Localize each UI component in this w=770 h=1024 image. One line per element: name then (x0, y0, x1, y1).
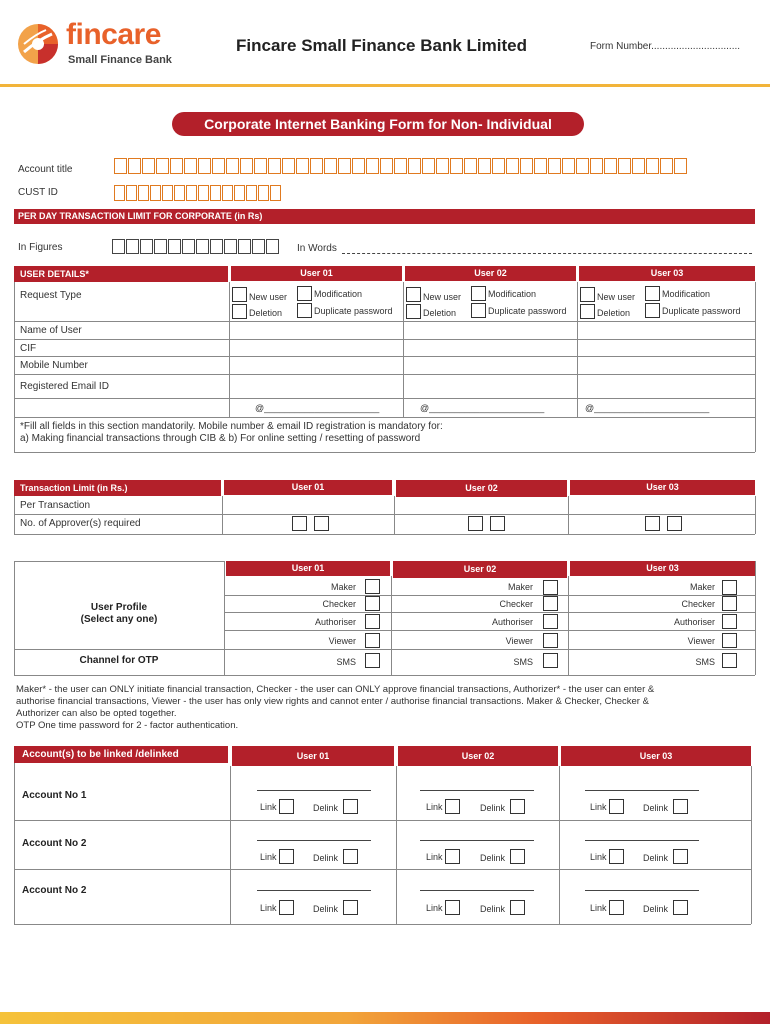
u3-modification-label: Modification (662, 289, 711, 299)
u1-acct2-link-checkbox[interactable] (279, 849, 294, 864)
u3-approver-box-1[interactable] (645, 516, 660, 531)
u3-checker-label: Checker (681, 599, 715, 609)
u1-acct3-link-checkbox[interactable] (279, 900, 294, 915)
u3-email-field[interactable]: @_______________________ (585, 403, 710, 413)
al-user-01-head: User 01 (232, 746, 394, 766)
char-box[interactable] (324, 158, 337, 174)
u2-duplicate-password-checkbox[interactable] (471, 303, 486, 318)
u1-checker-checkbox[interactable] (365, 596, 380, 611)
registered-email-label: Registered Email ID (20, 381, 109, 392)
up-user-03-head: User 03 (570, 561, 755, 576)
char-box[interactable] (534, 158, 547, 174)
ud-user-01-head: User 01 (231, 266, 402, 281)
u3-maker-label: Maker (689, 582, 715, 592)
u2-duplicate-password-label: Duplicate password (488, 306, 567, 316)
u1-modification-label: Modification (314, 289, 363, 299)
char-box[interactable] (268, 158, 281, 174)
char-box[interactable] (156, 158, 169, 174)
u2-authoriser-label: Authoriser (491, 617, 533, 627)
ud-user-03-head: User 03 (579, 266, 755, 281)
u3-acct3-delink-checkbox[interactable] (673, 900, 688, 915)
u1-new-user-label: New user (249, 292, 288, 302)
char-box[interactable] (464, 158, 477, 174)
al-user-03-head: User 03 (561, 746, 751, 766)
u3-approver-box-2[interactable] (667, 516, 682, 531)
char-box[interactable] (674, 158, 687, 174)
u3-acct3-link-checkbox[interactable] (609, 900, 624, 915)
u1-duplicate-password-label: Duplicate password (314, 306, 393, 316)
account-title-boxes[interactable] (114, 158, 688, 175)
footer-band (0, 1012, 770, 1024)
u2-viewer-checkbox[interactable] (543, 633, 558, 648)
u3-acct2-link-checkbox[interactable] (609, 849, 624, 864)
al-heading-text: Account(s) to be linked /delinked (22, 749, 179, 760)
char-box[interactable] (632, 158, 645, 174)
u2-maker-checkbox[interactable] (543, 580, 558, 595)
char-box[interactable] (162, 185, 173, 201)
char-box[interactable] (450, 158, 463, 174)
u2-sms-checkbox[interactable] (543, 653, 558, 668)
per-transaction-label: Per Transaction (20, 500, 91, 511)
definition-line1: Maker* - the user can ONLY initiate financial transaction, Checker - the user can ONLY approve financial transactions, Authorizer* - the user can enter & (16, 684, 655, 695)
char-box[interactable] (296, 158, 309, 174)
char-box[interactable] (224, 239, 237, 254)
tl-heading-text: Transaction Limit (in Rs.) (20, 483, 128, 493)
u1-acct1-line[interactable] (257, 790, 371, 791)
char-box[interactable] (128, 158, 141, 174)
u2-checker-checkbox[interactable] (543, 596, 558, 611)
fincare-logo (16, 18, 191, 70)
u2-acct2-delink-label: Delink (480, 853, 506, 863)
account-no-2-label: Account No 2 (22, 838, 87, 849)
char-box[interactable] (310, 158, 323, 174)
role-definitions (16, 684, 756, 732)
form-title (172, 112, 584, 136)
definition-line2: authorise financial transactions, Viewer - the user has only view rights and cannot enter / authorise financial transactions. Maker & Checker, Checker & (16, 696, 649, 707)
char-box[interactable] (562, 158, 575, 174)
u3-acct3-link-label: Link (590, 903, 607, 913)
char-box[interactable] (222, 185, 233, 201)
char-box[interactable] (240, 158, 253, 174)
u3-acct1-delink-label: Delink (643, 803, 669, 813)
u1-approver-box-2[interactable] (314, 516, 329, 531)
u2-acct1-delink-label: Delink (480, 803, 506, 813)
al-heading (14, 746, 228, 763)
u2-acct2-link-checkbox[interactable] (445, 849, 460, 864)
header-divider (0, 84, 770, 87)
char-box[interactable] (170, 158, 183, 174)
limit-heading-text: PER DAY TRANSACTION LIMIT FOR CORPORATE (in Rs) (18, 211, 263, 221)
form-number: Form Number................................ (590, 41, 741, 52)
u1-approver-box-1[interactable] (292, 516, 307, 531)
char-box[interactable] (590, 158, 603, 174)
u2-approver-box-1[interactable] (468, 516, 483, 531)
char-box[interactable] (198, 185, 209, 201)
u1-acct3-link-label: Link (260, 903, 277, 913)
char-box[interactable] (238, 239, 251, 254)
tl-user-03-head: User 03 (570, 480, 755, 495)
account-no-1-label: Account No 1 (22, 790, 87, 801)
u3-acct3-line[interactable] (585, 890, 699, 891)
u3-viewer-checkbox[interactable] (722, 633, 737, 648)
logo-swirl-icon (16, 22, 60, 66)
up-user-01-head: User 01 (226, 561, 390, 576)
u3-acct2-delink-checkbox[interactable] (673, 849, 688, 864)
char-box[interactable] (270, 185, 281, 201)
char-box[interactable] (282, 158, 295, 174)
u3-deletion-checkbox[interactable] (580, 304, 595, 319)
char-box[interactable] (408, 158, 421, 174)
u2-acct3-delink-label: Delink (480, 904, 506, 914)
char-box[interactable] (660, 158, 673, 174)
u3-sms-checkbox[interactable] (722, 653, 737, 668)
u3-duplicate-password-checkbox[interactable] (645, 303, 660, 318)
u3-acct1-line[interactable] (585, 790, 699, 791)
channel-otp-label: Channel for OTP (79, 655, 159, 666)
user-details-heading (14, 266, 228, 282)
u2-modification-checkbox[interactable] (471, 286, 486, 301)
char-box[interactable] (210, 185, 221, 201)
u3-acct1-link-checkbox[interactable] (609, 799, 624, 814)
u2-new-user-checkbox[interactable] (406, 287, 421, 302)
char-box[interactable] (380, 158, 393, 174)
in-figures-boxes[interactable] (112, 239, 280, 255)
u1-viewer-label: Viewer (328, 636, 356, 646)
u1-new-user-checkbox[interactable] (232, 287, 247, 302)
u3-acct2-link-label: Link (590, 852, 607, 862)
char-box[interactable] (266, 239, 279, 254)
u1-acct3-delink-label: Delink (313, 904, 339, 914)
u1-email-field[interactable]: @_______________________ (255, 403, 380, 413)
u3-maker-checkbox[interactable] (722, 580, 737, 595)
user-profile-label (14, 602, 224, 626)
u1-acct2-delink-checkbox[interactable] (343, 849, 358, 864)
u1-maker-label: Maker (330, 582, 356, 592)
bank-title: Fincare Small Finance Bank Limited (236, 36, 527, 55)
char-box[interactable] (138, 185, 149, 201)
char-box[interactable] (154, 239, 167, 254)
definition-line4: OTP One time password for 2 - factor authentication. (16, 720, 239, 731)
u2-acct1-line[interactable] (420, 790, 534, 791)
tl-heading (14, 480, 221, 496)
char-box[interactable] (210, 239, 223, 254)
char-box[interactable] (246, 185, 257, 201)
u3-authoriser-checkbox[interactable] (722, 614, 737, 629)
cust-id-boxes[interactable] (114, 185, 282, 202)
u1-acct2-delink-label: Delink (313, 853, 339, 863)
u2-acct2-delink-checkbox[interactable] (510, 849, 525, 864)
u2-checker-label: Checker (499, 599, 533, 609)
al-user-02-head: User 02 (398, 746, 558, 766)
char-box[interactable] (186, 185, 197, 201)
u1-acct2-link-label: Link (260, 852, 277, 862)
char-box[interactable] (646, 158, 659, 174)
u2-acct1-link-label: Link (426, 802, 443, 812)
char-box[interactable] (142, 158, 155, 174)
mandatory-note-line2: a) Making financial transactions through CIB & b) For online setting / resetting of password (20, 433, 421, 444)
char-box[interactable] (174, 185, 185, 201)
char-box[interactable] (234, 185, 245, 201)
u2-authoriser-checkbox[interactable] (543, 614, 558, 629)
char-box[interactable] (576, 158, 589, 174)
ud-user-02-head: User 02 (405, 266, 576, 281)
u1-viewer-checkbox[interactable] (365, 633, 380, 648)
u3-new-user-label: New user (597, 292, 636, 302)
char-box[interactable] (258, 185, 269, 201)
u1-acct1-link-label: Link (260, 802, 277, 812)
u3-acct1-delink-checkbox[interactable] (673, 799, 688, 814)
char-box[interactable] (184, 158, 197, 174)
char-box[interactable] (126, 239, 139, 254)
char-box[interactable] (114, 158, 127, 174)
char-box[interactable] (520, 158, 533, 174)
user-profile-label-line2: (Select any one) (80, 614, 158, 625)
char-box[interactable] (182, 239, 195, 254)
u3-sms-label: SMS (695, 657, 715, 667)
u1-sms-checkbox[interactable] (365, 653, 380, 668)
definition-line3: Authorizer can also be opted together. (16, 708, 177, 719)
name-of-user-label: Name of User (20, 325, 82, 336)
u1-acct3-line[interactable] (257, 890, 371, 891)
cif-label: CIF (20, 343, 37, 354)
user-profile-label-line1: User Profile (90, 602, 148, 613)
u1-checker-label: Checker (322, 599, 356, 609)
approvers-label: No. of Approver(s) required (20, 518, 141, 529)
u3-acct3-delink-label: Delink (643, 904, 669, 914)
u3-duplicate-password-label: Duplicate password (662, 306, 741, 316)
u2-acct3-delink-checkbox[interactable] (510, 900, 525, 915)
u2-acct2-link-label: Link (426, 852, 443, 862)
u2-email-field[interactable]: @_______________________ (420, 403, 545, 413)
char-box[interactable] (196, 239, 209, 254)
u1-authoriser-label: Authoriser (314, 617, 356, 627)
u1-acct1-delink-label: Delink (313, 803, 339, 813)
char-box[interactable] (394, 158, 407, 174)
char-box[interactable] (548, 158, 561, 174)
u3-acct2-delink-label: Delink (643, 853, 669, 863)
in-figures-label: In Figures (18, 242, 63, 253)
u1-acct3-delink-checkbox[interactable] (343, 900, 358, 915)
u1-maker-checkbox[interactable] (365, 579, 380, 594)
u2-deletion-label: Deletion (423, 308, 457, 318)
u1-acct1-link-checkbox[interactable] (279, 799, 294, 814)
char-box[interactable] (112, 239, 125, 254)
char-box[interactable] (338, 158, 351, 174)
u1-deletion-label: Deletion (249, 308, 283, 318)
char-box[interactable] (150, 185, 161, 201)
u2-viewer-label: Viewer (505, 636, 533, 646)
u3-new-user-checkbox[interactable] (580, 287, 595, 302)
u1-deletion-checkbox[interactable] (232, 304, 247, 319)
form-title-text: Corporate Internet Banking Form for Non- Individual (204, 116, 552, 132)
brand-name: fincare (66, 18, 161, 51)
u1-acct1-delink-checkbox[interactable] (343, 799, 358, 814)
u2-acct3-link-label: Link (426, 903, 443, 913)
u2-acct3-link-checkbox[interactable] (445, 900, 460, 915)
u2-sms-label: SMS (513, 657, 533, 667)
account-no-3-label: Account No 2 (22, 885, 87, 896)
u1-duplicate-password-checkbox[interactable] (297, 303, 312, 318)
u2-acct2-line[interactable] (420, 840, 534, 841)
char-box[interactable] (140, 239, 153, 254)
u2-acct1-link-checkbox[interactable] (445, 799, 460, 814)
limit-heading (14, 209, 755, 224)
brand-tagline: Small Finance Bank (68, 54, 172, 66)
in-words-label: In Words (297, 243, 337, 254)
char-box[interactable] (436, 158, 449, 174)
u2-approver-box-2[interactable] (490, 516, 505, 531)
char-box[interactable] (604, 158, 617, 174)
u1-acct2-line[interactable] (257, 840, 371, 841)
u1-sms-label: SMS (336, 657, 356, 667)
char-box[interactable] (212, 158, 225, 174)
mandatory-note-line1: *Fill all fields in this section mandatorily. Mobile number & email ID registration is mandatory for: (20, 421, 443, 432)
u1-authoriser-checkbox[interactable] (365, 614, 380, 629)
u3-acct2-line[interactable] (585, 840, 699, 841)
char-box[interactable] (252, 239, 265, 254)
char-box[interactable] (168, 239, 181, 254)
char-box[interactable] (618, 158, 631, 174)
u3-authoriser-label: Authoriser (673, 617, 715, 627)
char-box[interactable] (114, 185, 125, 201)
u2-acct1-delink-checkbox[interactable] (510, 799, 525, 814)
char-box[interactable] (126, 185, 137, 201)
char-box[interactable] (366, 158, 379, 174)
char-box[interactable] (198, 158, 211, 174)
mobile-number-label: Mobile Number (20, 360, 88, 371)
char-box[interactable] (422, 158, 435, 174)
char-box[interactable] (506, 158, 519, 174)
up-user-02-head: User 02 (393, 561, 567, 578)
u3-deletion-label: Deletion (597, 308, 631, 318)
char-box[interactable] (492, 158, 505, 174)
u1-modification-checkbox[interactable] (297, 286, 312, 301)
tl-user-01-head: User 01 (224, 480, 392, 495)
user-details-heading-text: USER DETAILS* (20, 269, 89, 279)
char-box[interactable] (352, 158, 365, 174)
request-type-label: Request Type (20, 290, 82, 301)
cust-id-label: CUST ID (18, 187, 58, 198)
u2-deletion-checkbox[interactable] (406, 304, 421, 319)
u2-maker-label: Maker (507, 582, 533, 592)
u3-acct1-link-label: Link (590, 802, 607, 812)
u3-viewer-label: Viewer (687, 636, 715, 646)
char-box[interactable] (254, 158, 267, 174)
account-title-label: Account title (18, 164, 73, 175)
u3-modification-checkbox[interactable] (645, 286, 660, 301)
tl-user-02-head: User 02 (396, 480, 567, 497)
u2-new-user-label: New user (423, 292, 462, 302)
in-words-line[interactable] (342, 253, 752, 254)
u3-checker-checkbox[interactable] (722, 596, 737, 611)
u2-acct3-line[interactable] (420, 890, 534, 891)
u2-modification-label: Modification (488, 289, 537, 299)
char-box[interactable] (226, 158, 239, 174)
char-box[interactable] (478, 158, 491, 174)
